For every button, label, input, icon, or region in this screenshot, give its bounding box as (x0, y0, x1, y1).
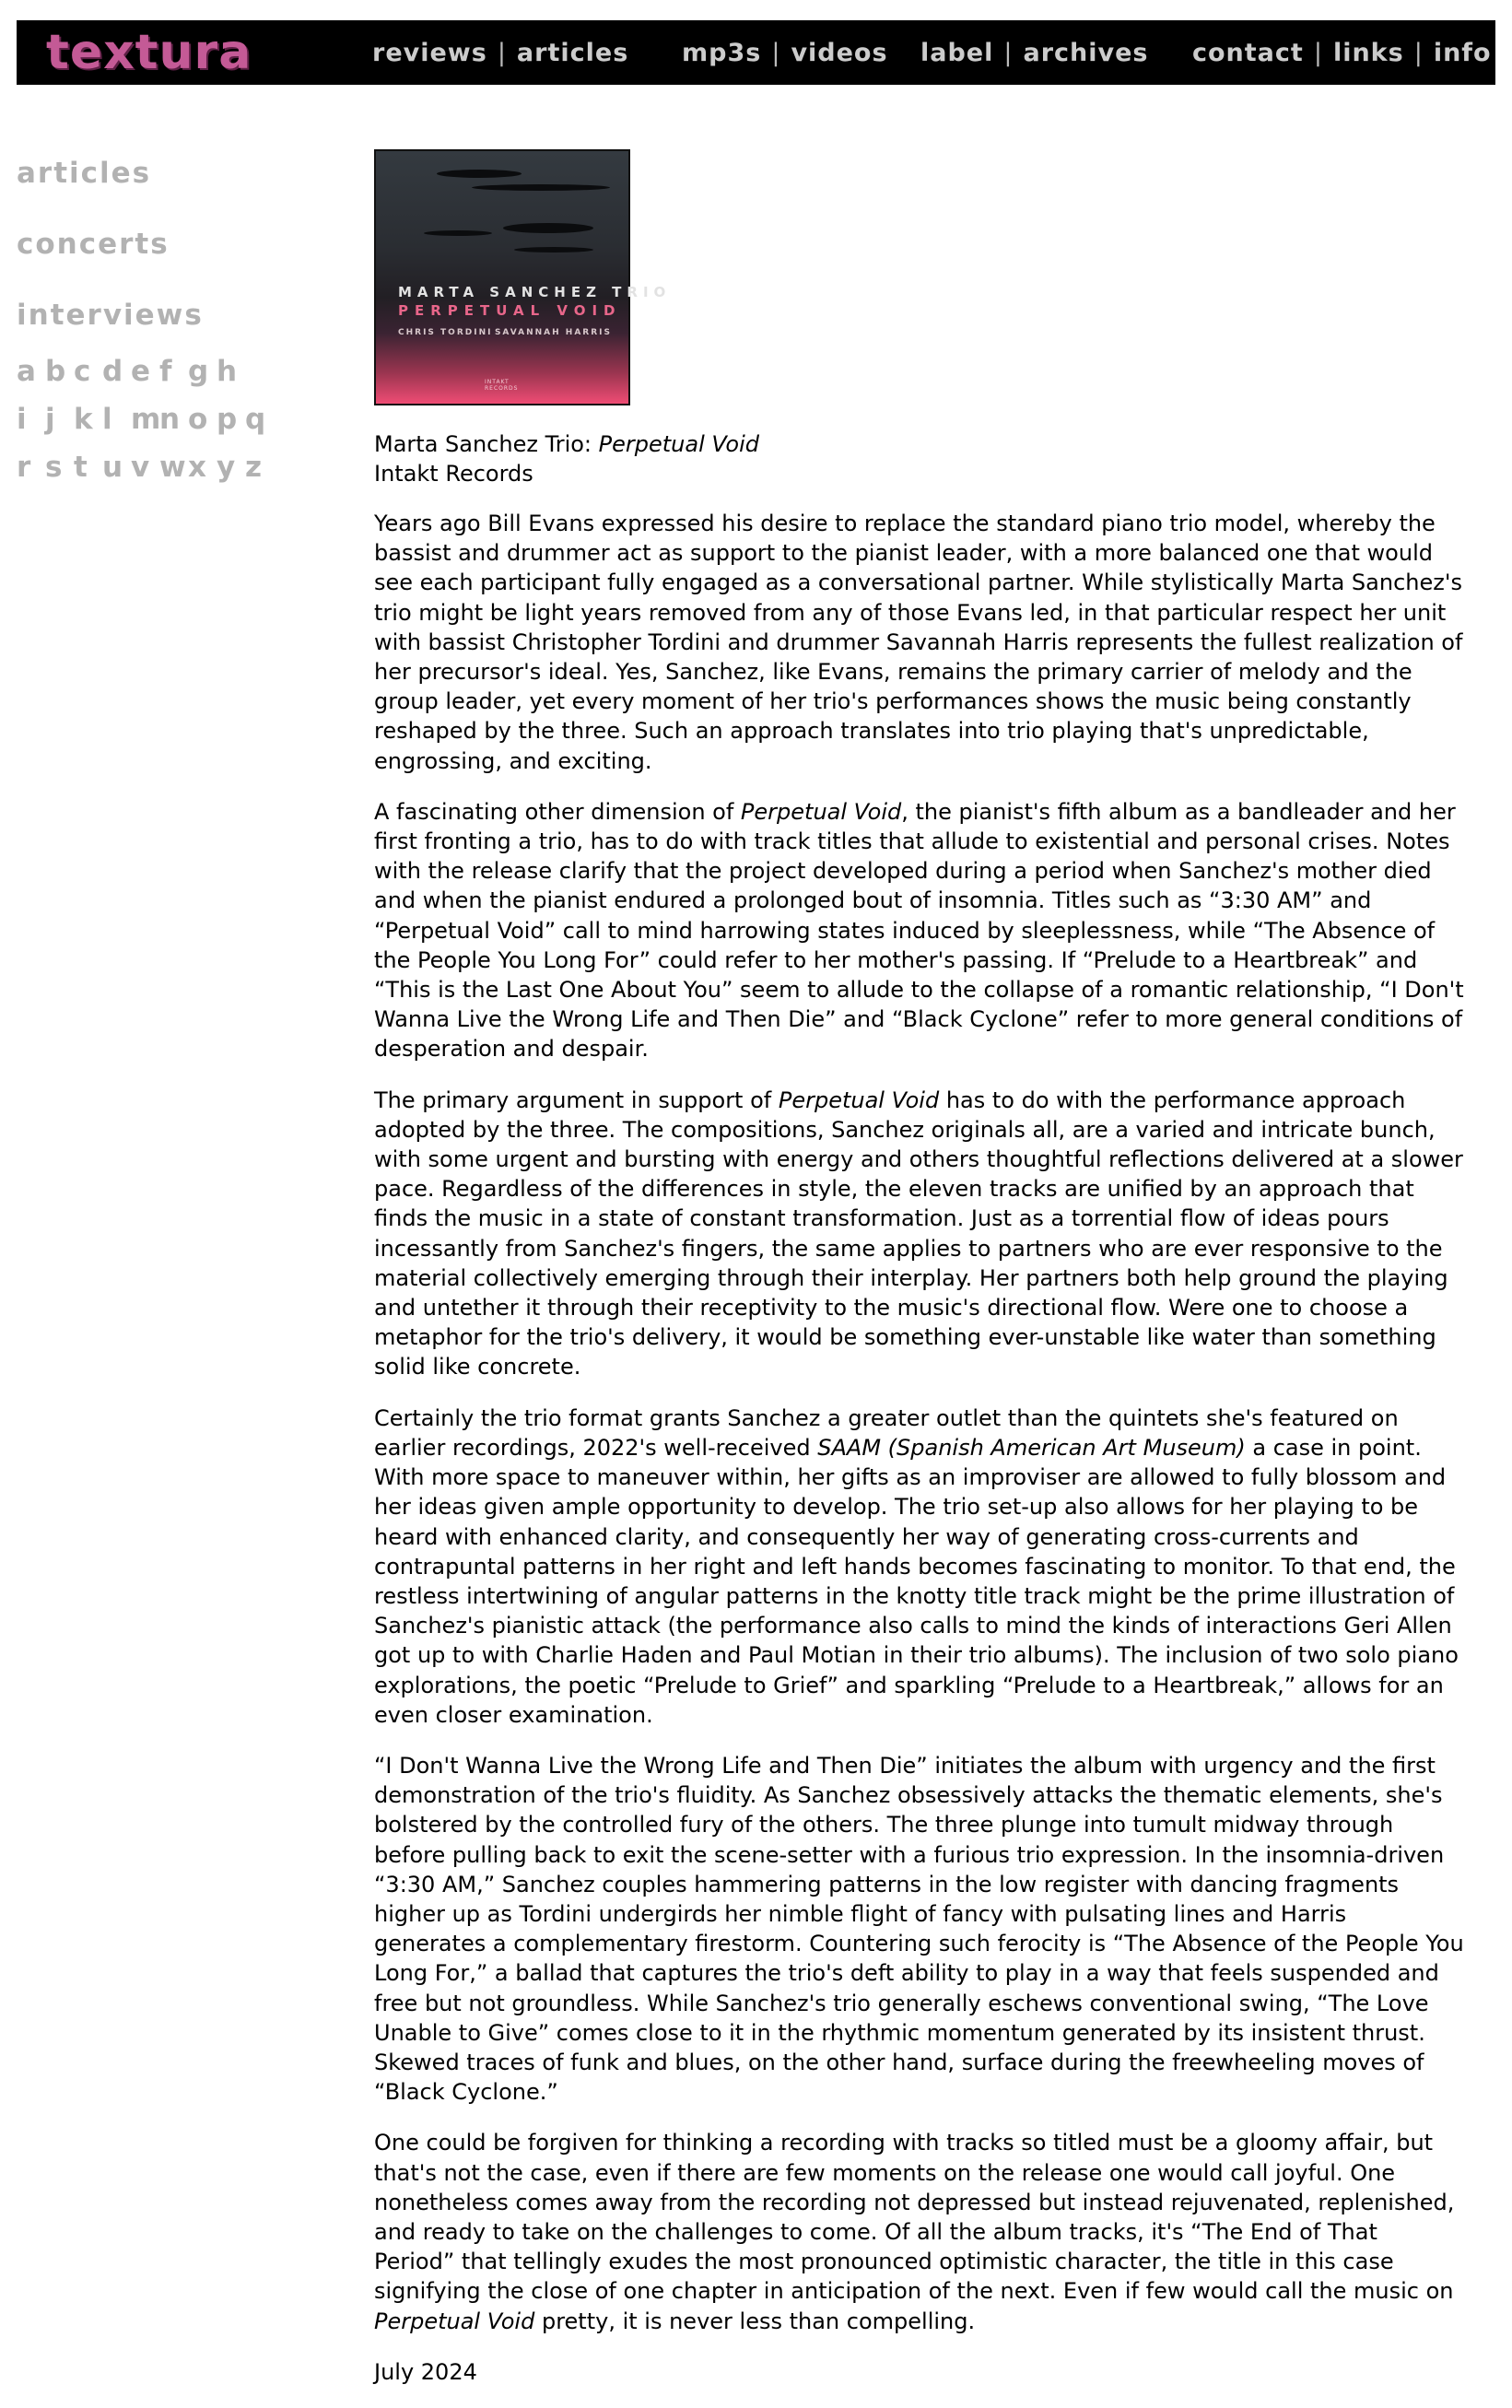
nav-group-reviews-articles (372, 20, 628, 85)
review-paragraph: The primary argument in support of Perpetual Void has to do with the performance approach adopted by the three. The compositions, Sanchez originals all, are a varied and intricate bunch, with some urgent and bursting with energy and others thoughtful reflections delivered at a slower pace. Regardless of the differences in style, the eleven tracks are unified by an approach that finds the music in a state of constant transformation. Just as a torrential flow of ideas pours incessantly from Sanchez's fingers, the same applies to partners who are ever responsive to the material collectively emerging through their interplay. Her partners both help ground the playing and untether it through their receptivity to the music's directional flow. Were one to choose a metaphor for the trio's delivery, it would be something ever-unstable like water than something solid like concrete. (374, 1087, 1463, 1380)
nav-link-videos[interactable]: videos (791, 38, 888, 67)
cover-album-text: PERPETUAL VOID (398, 302, 622, 319)
alpha-link-d[interactable]: d (102, 355, 123, 388)
nav-separator: | (1003, 38, 1014, 67)
cover-cloud-shape (437, 170, 522, 178)
cover-musician-1: CHRIS TORDINI (398, 328, 493, 337)
cover-cloud-shape (514, 247, 593, 253)
alpha-link-e[interactable]: e (131, 355, 151, 388)
cover-label-line-1: INTAKT (485, 379, 510, 385)
sidebar-link-interviews[interactable]: interviews (17, 299, 204, 332)
cover-musician-2: SAVANNAH HARRIS (494, 328, 612, 337)
alpha-link-j[interactable]: j (45, 403, 55, 436)
sidebar-link-articles[interactable]: articles (17, 157, 152, 190)
italic-title: SAAM (Spanish American Art Museum) (817, 1434, 1246, 1461)
nav-link-reviews[interactable]: reviews (372, 38, 487, 67)
cover-label-mark (485, 379, 518, 392)
nav-separator: | (1313, 38, 1323, 67)
alphabet-index-row-2 (17, 399, 293, 447)
alpha-link-g[interactable]: g (188, 355, 209, 388)
nav-link-contact[interactable]: contact (1192, 38, 1304, 67)
alpha-link-i[interactable]: i (17, 403, 27, 436)
review-body (374, 509, 1464, 2408)
cover-cloud-shape (472, 184, 610, 191)
cover-artist-text: MARTA SANCHEZ TRIO (398, 284, 672, 300)
site-logo[interactable]: textura (46, 25, 252, 80)
alpha-link-u[interactable]: u (102, 451, 123, 484)
review-artist: Marta Sanchez Trio: (374, 431, 599, 457)
review-header (374, 429, 1480, 488)
sidebar-link-concerts[interactable]: concerts (17, 228, 170, 261)
nav-separator: | (1413, 38, 1424, 67)
nav-separator: | (497, 38, 507, 67)
alpha-link-r[interactable]: r (17, 451, 31, 484)
review-paragraph: One could be forgiven for thinking a recording with tracks so titled must be a gloomy affair, but that's not the case, even if there are few moments on the release one would call joyful. One nonetheless comes away from the recording not depressed but instead rejuvenated, replenished, and ready to take on the challenges to come. Of all the album tracks, it's “The End of That Period” that tellingly exudes the most pronounced optimistic character, the title in this case signifying the close of one chapter in anticipation of the next. Even if few would call the music on Perpetual Void pretty, it is never less than compelling. (374, 2130, 1455, 2334)
italic-title: Perpetual Void (740, 798, 902, 825)
nav-link-archives[interactable]: archives (1023, 38, 1149, 67)
italic-title: Perpetual Void (778, 1087, 940, 1113)
review-paragraph: “I Don't Wanna Live the Wrong Life and Then Die” initiates the album with urgency and the first demonstration of the trio's fluidity. As Sanchez obsessively attacks the thematic elements, she's bolstered by the controlled fury of the others. The three plunge into tumult midway through before pulling back to exit the scene-setter with a furious trio expression. In the insomnia-driven “3:30 AM,” Sanchez couples hammering patterns in the low register with dancing fragments higher up as Tordini undergirds her nimble flight of fancy with pulsating lines and Harris generates a complementary firestorm. Countering such ferocity is “The Absence of the People You Long For,” a ballad that captures the trio's deft ability to play in a way that feels suspended and free but not groundless. While Sanchez's trio generally eschews conventional swing, “The Love Unable to Give” comes close to it in the rhythmic momentum generated by its insistent thrust. Skewed traces of funk and blues, on the other hand, surface during the freewheeling moves of “Black Cyclone.” (374, 1752, 1464, 2106)
review-label: Intakt Records (374, 461, 533, 487)
alpha-link-l[interactable]: l (102, 403, 112, 436)
review-date: July 2024 (374, 2358, 477, 2385)
alpha-link-z[interactable]: z (245, 451, 263, 484)
alpha-link-s[interactable]: s (45, 451, 63, 484)
nav-link-info[interactable]: info (1433, 38, 1492, 67)
alpha-link-x[interactable]: x (188, 451, 206, 484)
nav-group-contact-links-info (1192, 20, 1492, 85)
cover-cloud-shape (503, 223, 593, 233)
cover-cloud-shape (424, 230, 492, 236)
review-paragraph: A fascinating other dimension of Perpetual Void, the pianist's fifth album as a bandleader and her first fronting a trio, has to do with track titles that allude to existential and personal crises. Notes with the release clarify that the project developed during a period when Sanchez's mother died and when the pianist endured a prolonged bout of insomnia. Titles such as “3:30 AM” and “Perpetual Void” call to mind harrowing states induced by sleeplessness, while “The Absence of the People You Long For” could refer to her mother's passing. If “Prelude to a Heartbreak” and “This is the Last One About You” seem to allude to the collapse of a romantic relationship, “I Don't Wanna Live the Wrong Life and Then Die” and “Black Cyclone” refer to more general conditions of desperation and despair. (374, 798, 1464, 1063)
alpha-link-h[interactable]: h (217, 355, 238, 388)
alpha-link-a[interactable]: a (17, 355, 36, 388)
top-nav-bar (17, 20, 1495, 85)
alpha-link-p[interactable]: p (217, 403, 238, 436)
nav-link-mp3s[interactable]: mp3s (682, 38, 762, 67)
alpha-link-m[interactable]: m (131, 403, 161, 436)
album-cover-image (374, 149, 672, 405)
nav-link-label[interactable]: label (920, 38, 994, 67)
cover-label-line-2: RECORDS (485, 385, 519, 392)
review-paragraph: Certainly the trio format grants Sanchez a greater outlet than the quintets she's featured on earlier recordings, 2022's well-received SAAM (Spanish American Art Museum) a case in point. With more space to maneuver within, her gifts as an improviser are allowed to fully blossom and her ideas given ample opportunity to develop. The trio set-up also allows for her playing to be heard with enhanced clarity, and consequently her way of generating cross-currents and contrapuntal patterns in her right and left hands becomes fascinating to monitor. To that end, the restless intertwining of angular patterns in the knotty title track might be the prime illustration of Sanchez's pianistic attack (the performance also calls to mind the kinds of interactions Geri Allen got up to with Charlie Haden and Paul Motian in their trio albums). The inclusion of two solo piano explorations, the poetic “Prelude to Grief” and sparkling “Prelude to a Heartbreak,” allows for an even closer examination. (374, 1404, 1459, 1728)
nav-separator: | (771, 38, 781, 67)
alpha-link-t[interactable]: t (74, 451, 88, 484)
alpha-link-k[interactable]: k (74, 403, 93, 436)
alpha-link-n[interactable]: n (159, 403, 181, 436)
review-title-line (374, 429, 1480, 459)
nav-link-articles[interactable]: articles (516, 38, 629, 67)
alpha-link-c[interactable]: c (74, 355, 91, 388)
alpha-link-b[interactable]: b (45, 355, 66, 388)
cover-musicians (398, 328, 612, 337)
alpha-link-f[interactable]: f (159, 355, 172, 388)
alphabet-index-row-3 (17, 447, 293, 495)
nav-group-label-archives (920, 20, 1148, 85)
alpha-link-q[interactable]: q (245, 403, 266, 436)
alpha-link-v[interactable]: v (131, 451, 150, 484)
review-album-title: Perpetual Void (598, 431, 759, 457)
alphabet-index-row-1 (17, 351, 293, 399)
sidebar (17, 152, 293, 495)
alpha-link-y[interactable]: y (217, 451, 236, 484)
alpha-link-o[interactable]: o (188, 403, 208, 436)
nav-link-links[interactable]: links (1332, 38, 1404, 67)
alpha-link-w[interactable]: w (159, 451, 186, 484)
italic-title: Perpetual Void (374, 2308, 535, 2334)
nav-group-mp3s-videos (682, 20, 888, 85)
review-paragraph: Years ago Bill Evans expressed his desire to replace the standard piano trio model, whereby the bassist and drummer act as support to the pianist leader, with a more balanced one that would see each participant fully engaged as a conversational partner. While stylistically Marta Sanchez's trio might be light years removed from any of those Evans led, in that particular respect her unit with bassist Christopher Tordini and drummer Savannah Harris represents the fullest realization of her precursor's ideal. Yes, Sanchez, like Evans, remains the primary carrier of melody and the group leader, yet every moment of her trio's performances shows the music being constantly reshaped by the three. Such an approach translates into trio playing that's unpredictable, engrossing, and exciting. (374, 511, 1463, 774)
